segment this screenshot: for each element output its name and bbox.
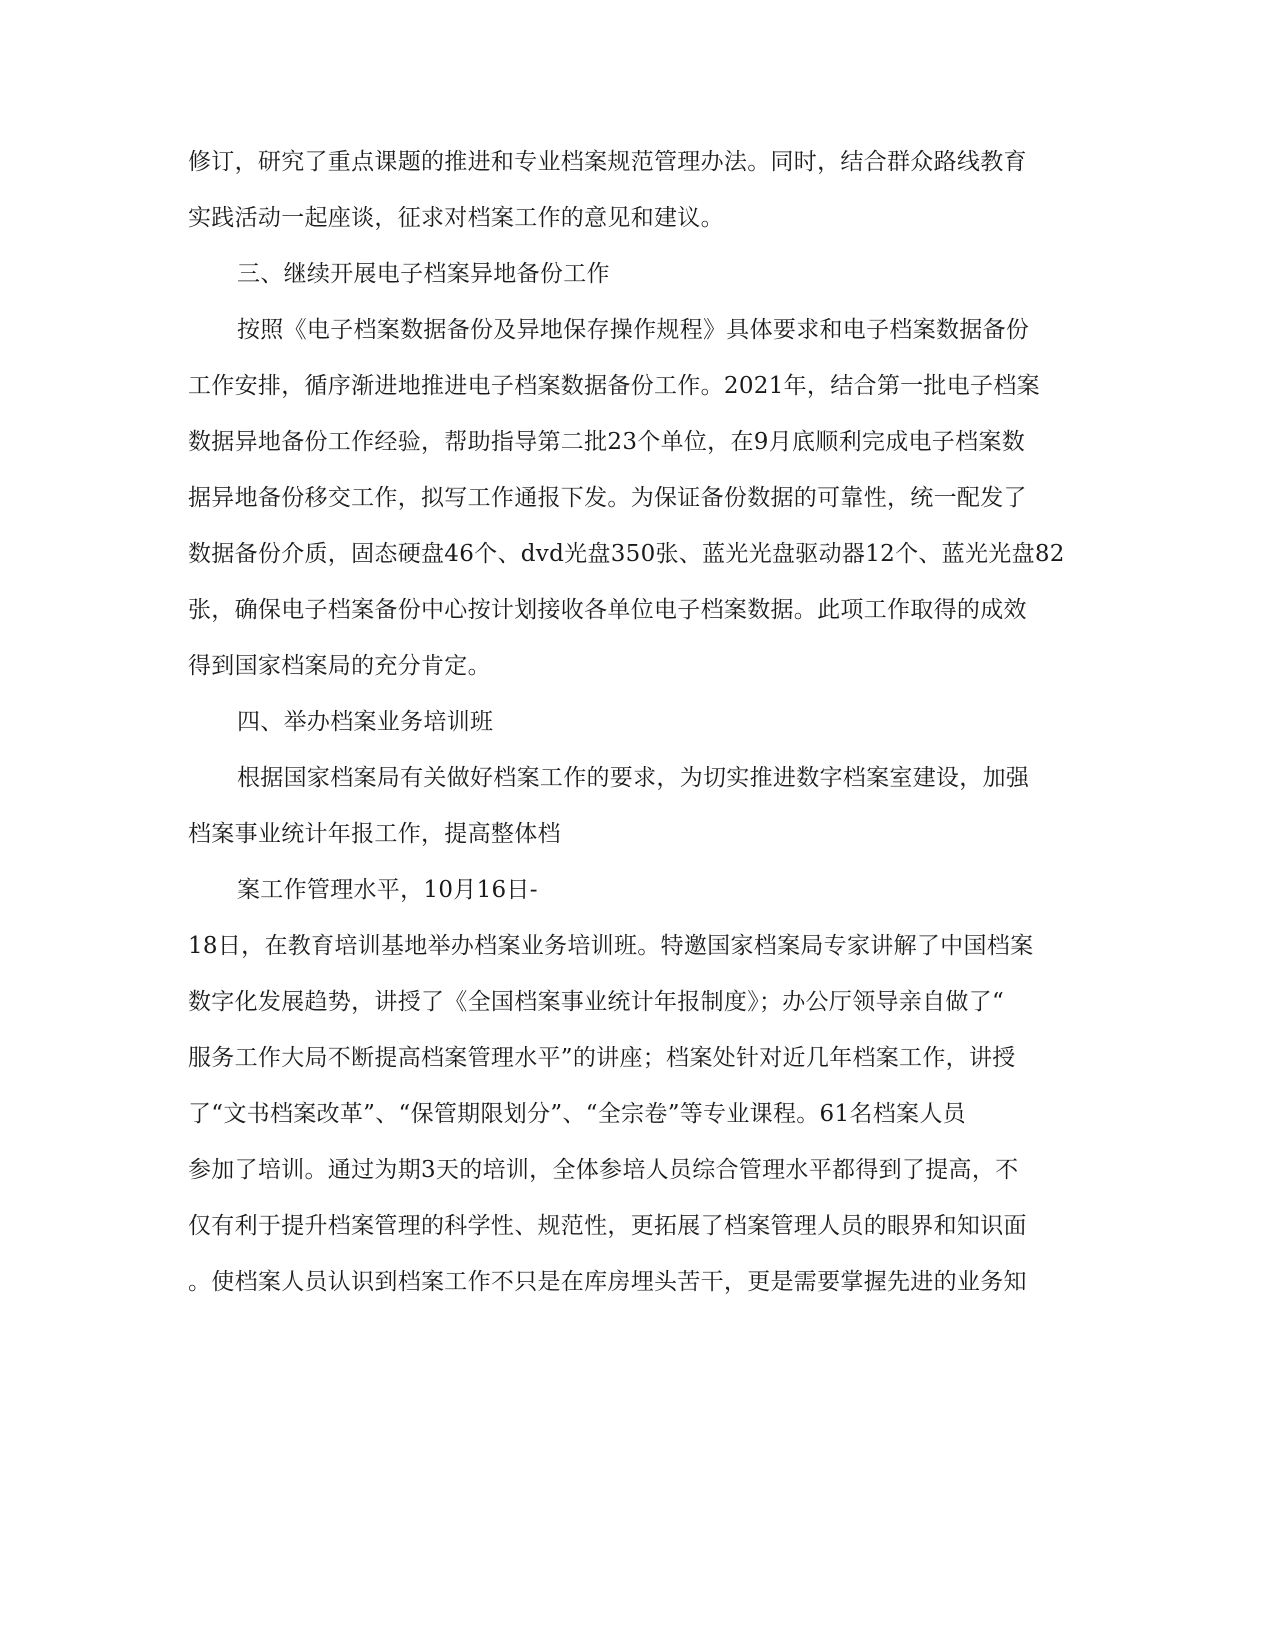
text-line: 18日，在教育培训基地举办档案业务培训班。特邀国家档案局专家讲解了中国档案 [188,933,1034,959]
section-heading: 四、举办档案业务培训班 [237,709,494,735]
text-line: 案工作管理水平，10月16日- [237,877,538,903]
text-line: 实践活动一起座谈，征求对档案工作的意见和建议。 [188,205,724,231]
text-line: 了“文书档案改革”、“保管期限划分”、“全宗卷”等专业课程。61名档案人员 [188,1101,966,1127]
text-line: 档案事业统计年报工作，提高整体档 [188,821,561,847]
text-line: 按照《电子档案数据备份及异地保存操作规程》具体要求和电子档案数据备份 [237,317,1030,343]
text-line: 服务工作大局不断提高档案管理水平”的讲座；档案处针对近几年档案工作，讲授 [188,1045,1016,1071]
text-line: 工作安排，循序渐进地推进电子档案数据备份工作。2021年，结合第一批电子档案 [188,373,1040,399]
text-line: 仅有利于提升档案管理的科学性、规范性，更拓展了档案管理人员的眼界和知识面 [188,1213,1027,1239]
text-line: 修订，研究了重点课题的推进和专业档案规范管理办法。同时，结合群众路线教育 [188,149,1027,175]
text-line: 数据备份介质，固态硬盘46个、dvd光盘350张、蓝光光盘驱动器12个、蓝光光盘82 [188,541,1065,567]
text-line: 。使档案人员认识到档案工作不只是在库房埋头苦干，更是需要掌握先进的业务知 [188,1269,1027,1295]
text-line: 数字化发展趋势，讲授了《全国档案事业统计年报制度》；办公厅领导亲自做了“ [188,989,1005,1015]
text-line: 根据国家档案局有关做好档案工作的要求，为切实推进数字档案室建设，加强 [237,765,1030,791]
text-line: 据异地备份移交工作，拟写工作通报下发。为保证备份数据的可靠性，统一配发了 [188,485,1027,511]
text-line: 得到国家档案局的充分肯定。 [188,653,491,679]
text-line: 数据异地备份工作经验，帮助指导第二批23个单位，在9月底顺利完成电子档案数 [188,429,1025,455]
section-heading: 三、继续开展电子档案异地备份工作 [237,261,610,287]
text-line: 参加了培训。通过为期3天的培训，全体参培人员综合管理水平都得到了提高，不 [188,1157,1019,1183]
text-line: 张，确保电子档案备份中心按计划接收各单位电子档案数据。此项工作取得的成效 [188,597,1027,623]
